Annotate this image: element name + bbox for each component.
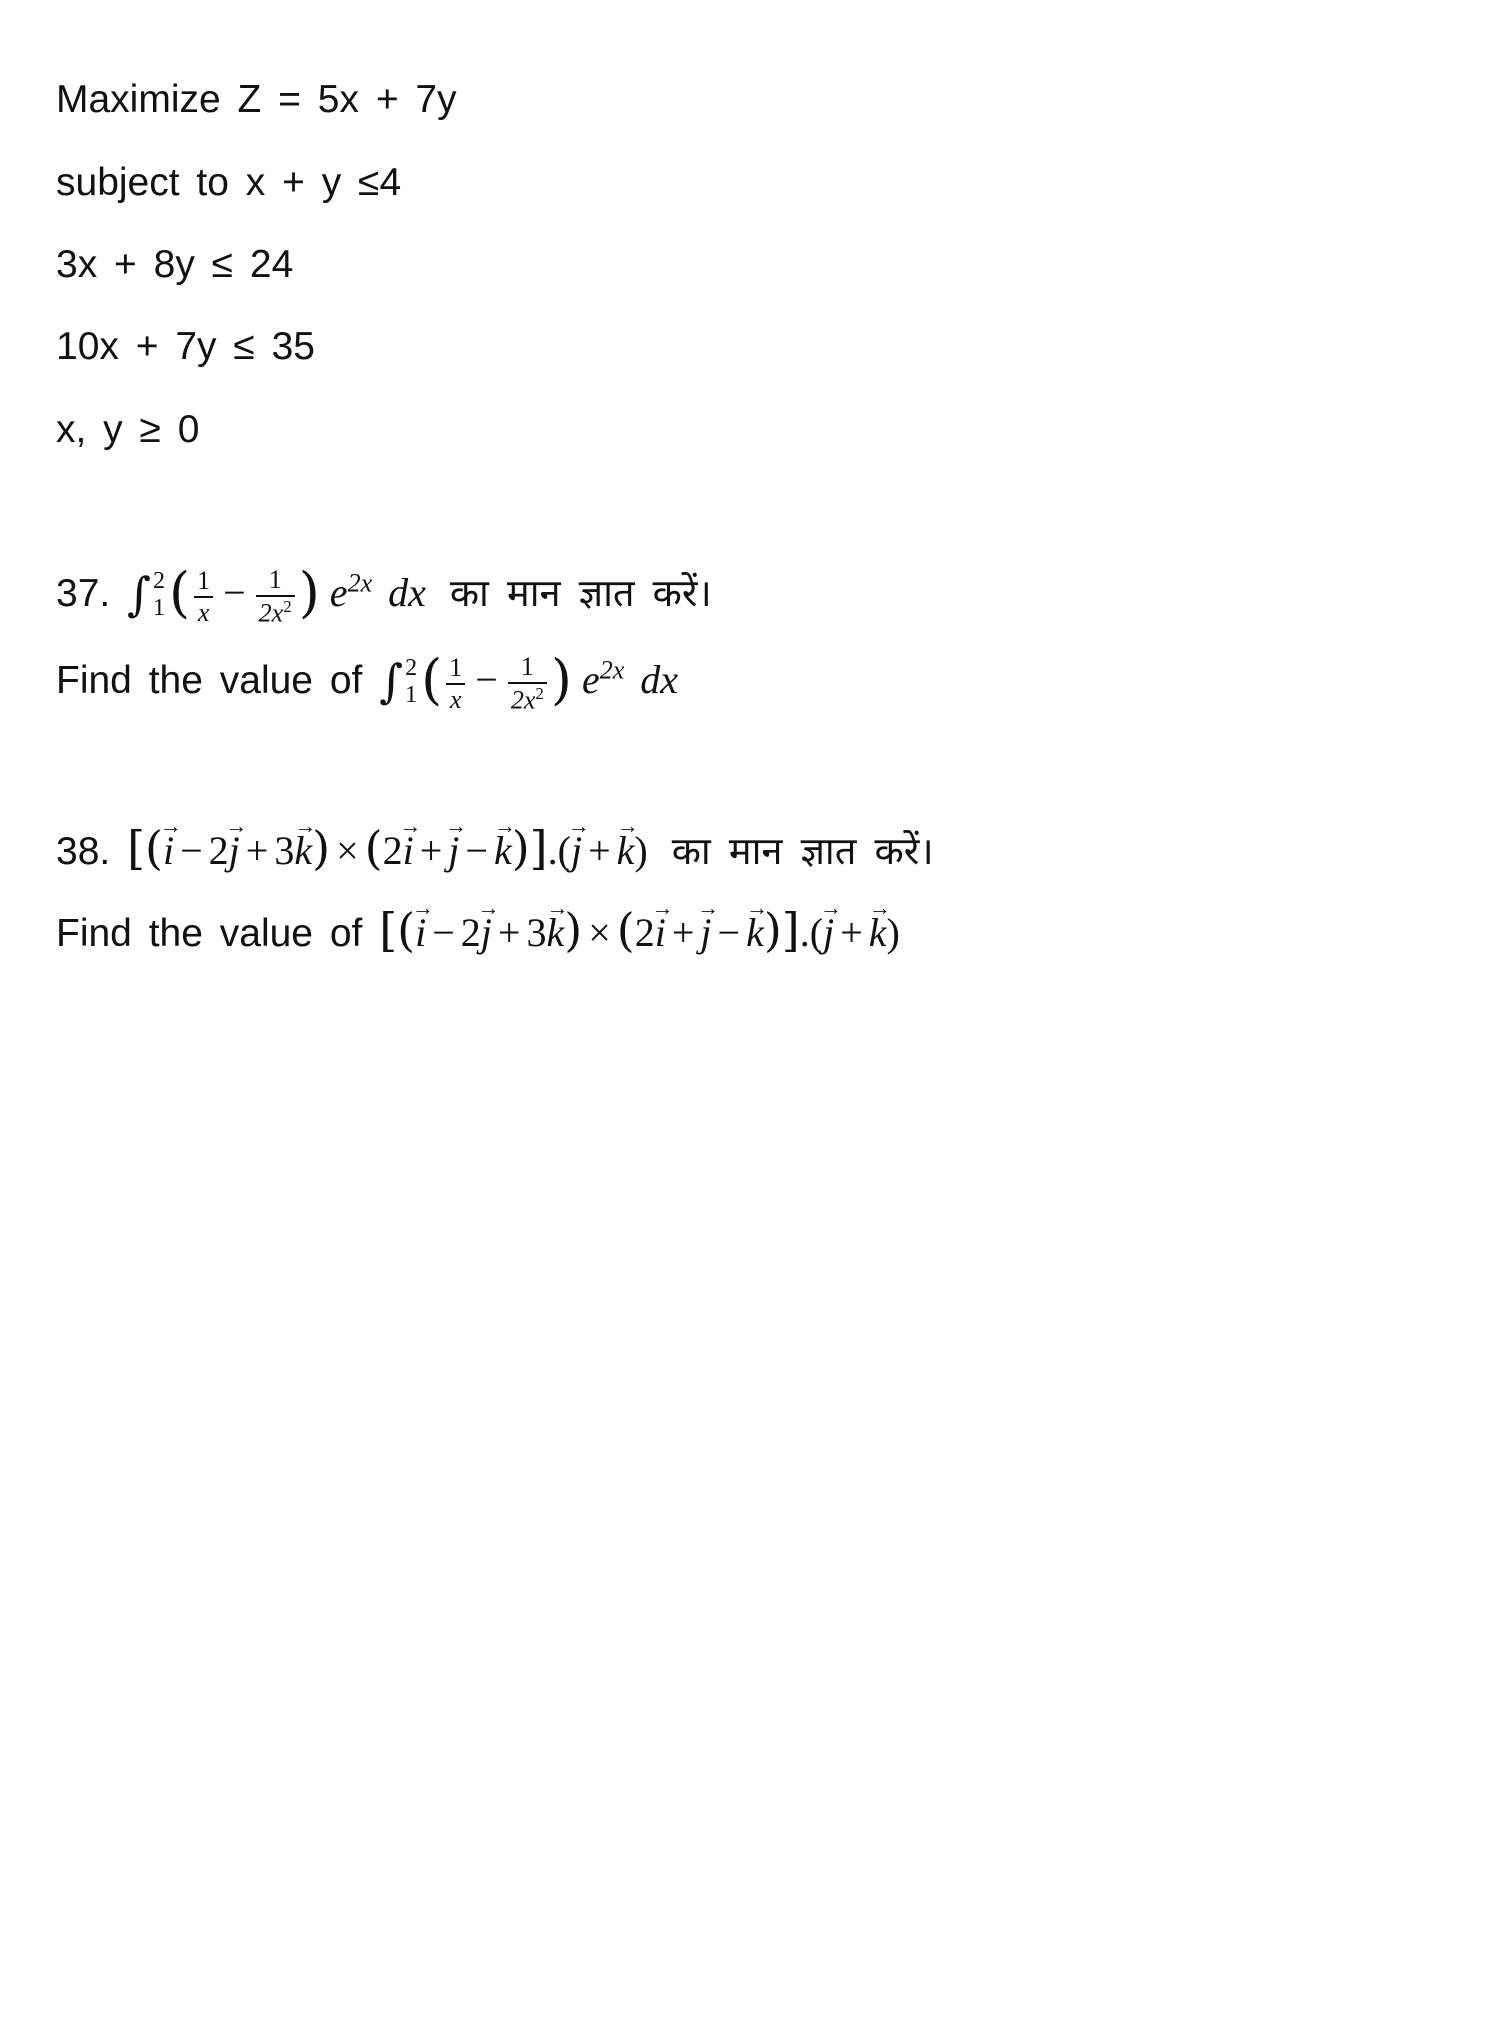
vector-k: → k <box>294 831 312 871</box>
hindi-instruction: का मान ज्ञात करें। <box>449 570 712 615</box>
integral-expression: ∫ 2 1 ( $\frac{1}{x}$ − $\frac{1}{2x^2}$ ) $e^{2x}$ dx <box>379 647 679 715</box>
question-number: 38. <box>56 830 111 873</box>
english-instruction: Find the value of <box>56 658 363 702</box>
vector-i: → i <box>415 913 426 953</box>
lower-limit: 1 <box>405 681 418 708</box>
vector-k: → k <box>746 913 764 953</box>
vector-j: → j <box>823 913 834 953</box>
hindi-instruction: का मान ज्ञात करें। <box>671 829 934 873</box>
vector-expression: [(→ i − 2→ j + 3→ k) × (2→ i +→ j −→ k)].(→ j +→ k) <box>127 828 658 873</box>
vector-j: → j <box>700 913 711 953</box>
lp-constraint-1: subject to x + y ≤4 <box>56 161 402 204</box>
fraction-1-over-2x2: $\frac{1}{2x^2}$ <box>508 652 547 715</box>
lower-limit: 1 <box>153 594 166 621</box>
question-38-english <box>56 903 900 957</box>
integral-expression: ∫ 2 1 ( $\frac{1}{x}$ − $\frac{1}{2x^2}$ ) $e^{2x}$ dx <box>127 560 426 628</box>
english-instruction: Find the value of <box>56 912 363 955</box>
question-number: 37. <box>56 571 111 615</box>
question-37-hindi <box>56 560 712 628</box>
vector-j: → j <box>448 831 459 871</box>
question-37-english <box>56 647 679 715</box>
integral-sign: ∫ <box>127 566 152 621</box>
fraction-1-over-2x2: $\frac{1}{2x^2}$ <box>256 565 295 628</box>
lp-objective: Maximize Z = 5x + 7y <box>56 78 457 121</box>
question-38-hindi <box>56 821 934 875</box>
vector-i: → i <box>655 913 666 953</box>
vector-k: → k <box>494 831 512 871</box>
lp-constraint-nonneg: x, y ≥ 0 <box>56 408 200 451</box>
upper-limit: 2 <box>405 655 418 682</box>
vector-k: → k <box>546 913 564 953</box>
fraction-1-over-x: $\frac{1}{x}$ <box>446 653 465 715</box>
fraction-1-over-x: $\frac{1}{x}$ <box>194 566 213 628</box>
vector-j: → j <box>481 913 492 953</box>
vector-expression: [(→ i − 2→ j + 3→ k) × (2→ i +→ j −→ k)].(→ j +→ k) <box>379 910 900 955</box>
vector-i: → i <box>163 831 174 871</box>
integral-sign: ∫ <box>379 653 404 708</box>
vector-j: → j <box>571 831 582 871</box>
upper-limit: 2 <box>153 568 166 595</box>
lp-constraint-2: 3x + 8y ≤ 24 <box>56 243 294 286</box>
lp-constraint-3: 10x + 7y ≤ 35 <box>56 325 315 368</box>
vector-k: → k <box>617 831 635 871</box>
vector-i: → i <box>403 831 414 871</box>
vector-j: → j <box>229 831 240 871</box>
vector-k: → k <box>869 913 887 953</box>
